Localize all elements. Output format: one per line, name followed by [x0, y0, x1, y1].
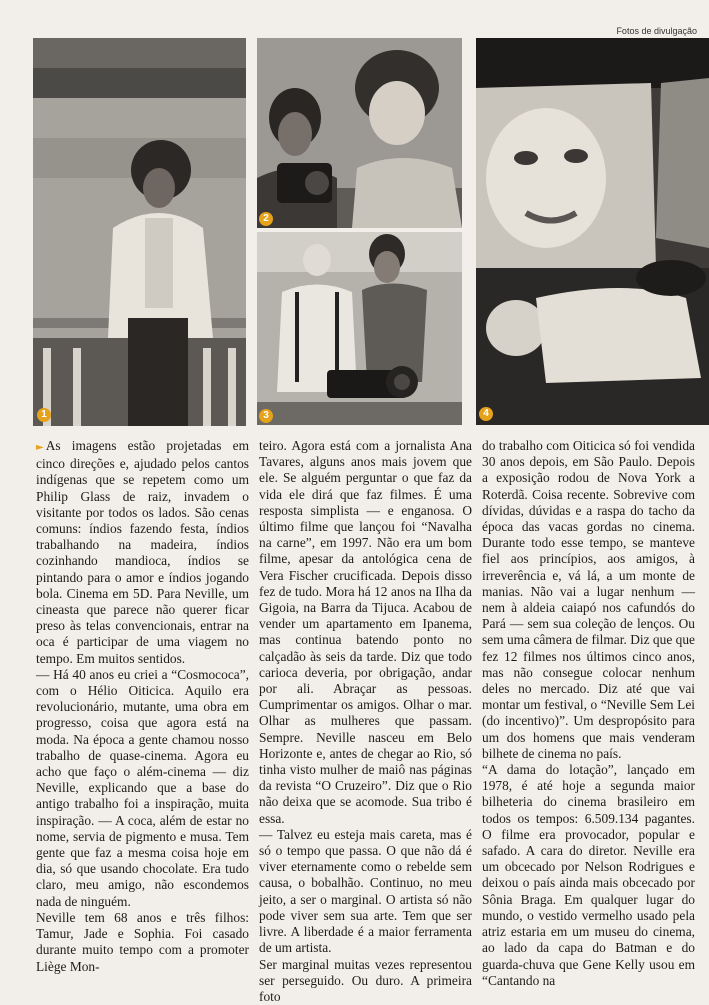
- article-body: [36, 438, 696, 918]
- men-with-film-camera-photo-icon: [257, 232, 462, 425]
- paragraph: — Há 40 anos eu criei a “Cosmococa”, com o Hélio Oiticica. Aquilo era revolucionário, mutante, uma obra em progresso, coisa que agora está na moda. Na época a gente chamou nosso trabalho de quase-cinema. Agora eu acho que faço o além-cinema — diz Neville, explicando que a base do antigo trabalho foi a inspiração, muita inspiração. — A coca, além de estar no nome, servia de pigmento e musa. Tem gente que faz a mesma coisa hoje em dia, só que usando chocolate. Era tudo claro, meu amigo, não escondemos nada de ninguém.: [36, 667, 249, 910]
- paragraph: — Talvez eu esteja mais careta, mas é só o tempo que passa. O que não dá é viver eternamente como o rebelde sem causa, o bobalhão. Continuo, no meu jeito, a ser o marginal. O artista só não pode viver sem sua arte. Tem que ser livre. A liberdade é a maior ferramenta de um artista.: [259, 827, 472, 957]
- photo-4: [476, 38, 709, 425]
- photo-2: [257, 38, 462, 228]
- projected-faces-photo-icon: [476, 38, 709, 425]
- photo-number-badge: 1: [37, 408, 51, 422]
- bullet-arrow-icon: ►: [36, 442, 44, 453]
- photo-number-badge: 2: [259, 212, 273, 226]
- man-with-camera-and-boy-photo-icon: [257, 38, 462, 228]
- paragraph: Ser marginal muitas vezes representou ser perseguido. Ou duro. A primeira foto: [259, 957, 472, 1005]
- article-column-2: [259, 438, 472, 918]
- article-column-3: [482, 438, 695, 918]
- photo-credit: Fotos de divulgação: [616, 26, 697, 36]
- photo-number-badge: 4: [479, 407, 493, 421]
- article-column-1: [36, 438, 249, 918]
- paragraph: “A dama do lotação”, lançado em 1978, é até hoje a segunda maior bilheteria do cinema brasileiro em todos os tempos: 6.509.134 pagantes. O filme era provocador, popular e safado. A cara do diretor. Neville era um obcecado por Nelson Rodrigues e deixou o país ainda mais obcecado por Sônia Braga. Em qualquer lugar do mundo, o vestido vermelho usado pela atriz estaria em um museu do cinema, ao lado da capa do Batman e do guarda-chuva que Gene Kelly usou em “Cantando na: [482, 762, 695, 989]
- paragraph: ► As imagens estão projetadas em cinco direções e, ajudado pelos cantos indígenas que se repetem como um Philip Glass de raiz, invadem o visitante por todos os lados. São cenas comuns: índios fazendo festa, índios trabalhando na madeira, índios cozinhando mandioca, índios se pintando para o amor e índios jogando bola. Cinema em 5D. Para Neville, um cineasta que parece não querer ficar preso às telas convencionais, entrar na oca é participar de uma viagem no tempo. Em muitos sentidos.: [36, 438, 249, 667]
- photo-3: [257, 232, 462, 425]
- photo-number-badge: 3: [259, 409, 273, 423]
- paragraph: Neville tem 68 anos e três filhos: Tamur, Jade e Sophia. Foi casado durante muito tempo com a promoter Liège Mon-: [36, 910, 249, 975]
- man-by-lake-photo-icon: [33, 38, 246, 426]
- photo-1: [33, 38, 246, 426]
- paragraph: teiro. Agora está com a jornalista Ana Tavares, alguns anos mais jovem que ele. Se alguém perguntar o que faz da vida ele dirá que faz filmes. É uma resposta simplista — e enganosa. O último filme que lançou foi “Navalha na carne”, em 1997. Não era um bom filme, apesar da antológica cena de Vera Fischer crucificada. Depois disso fez de tudo. Mora há 12 anos na Ilha da Gigoia, na Barra da Tijuca. Acabou de vender um apartamento em Ipanema, mas continua batendo ponto no calçadão às seis da tarde. Diz que todo carioca deveria, por obrigação, andar por ali. Abraçar as pessoas. Cumprimentar os amigos. Olhar o mar. Olhar as mulheres que passam. Sempre. Neville nasceu em Belo Horizonte e, antes de chegar ao Rio, só tinha visto mulher de maiô nas páginas da revista “O Cruzeiro”. Diz que o Rio não deixa que se acomode. Sua tribo é essa.: [259, 438, 472, 827]
- paragraph: do trabalho com Oiticica só foi vendida 30 anos depois, em São Paulo. Depois a exposição rodou de Nova York a Roterdã. Coisa recente. Sobrevive com dívidas, dúvidas e a raspa do tacho da época das vacas gordas no cinema. Durante todo esse tempo, se manteve fiel aos princípios, aos amigos, à irreverência e, vá lá, a um monte de manias. Não vai a lugar nenhum — nem à aldeia caiapó nos cafundós do Pará — sem sua coleção de lenços. Ou sem uma câmera de filmar. Diz que que fez 12 filmes nos últimos cinco anos, mas não consegue colocar nenhum deles no mercado. Diz até que vai montar um festival, o “Neville Sem Lei (do incentivo)”. Um despropósito para um dos homens que mais venderam bilhete de cinema no país.: [482, 438, 695, 762]
